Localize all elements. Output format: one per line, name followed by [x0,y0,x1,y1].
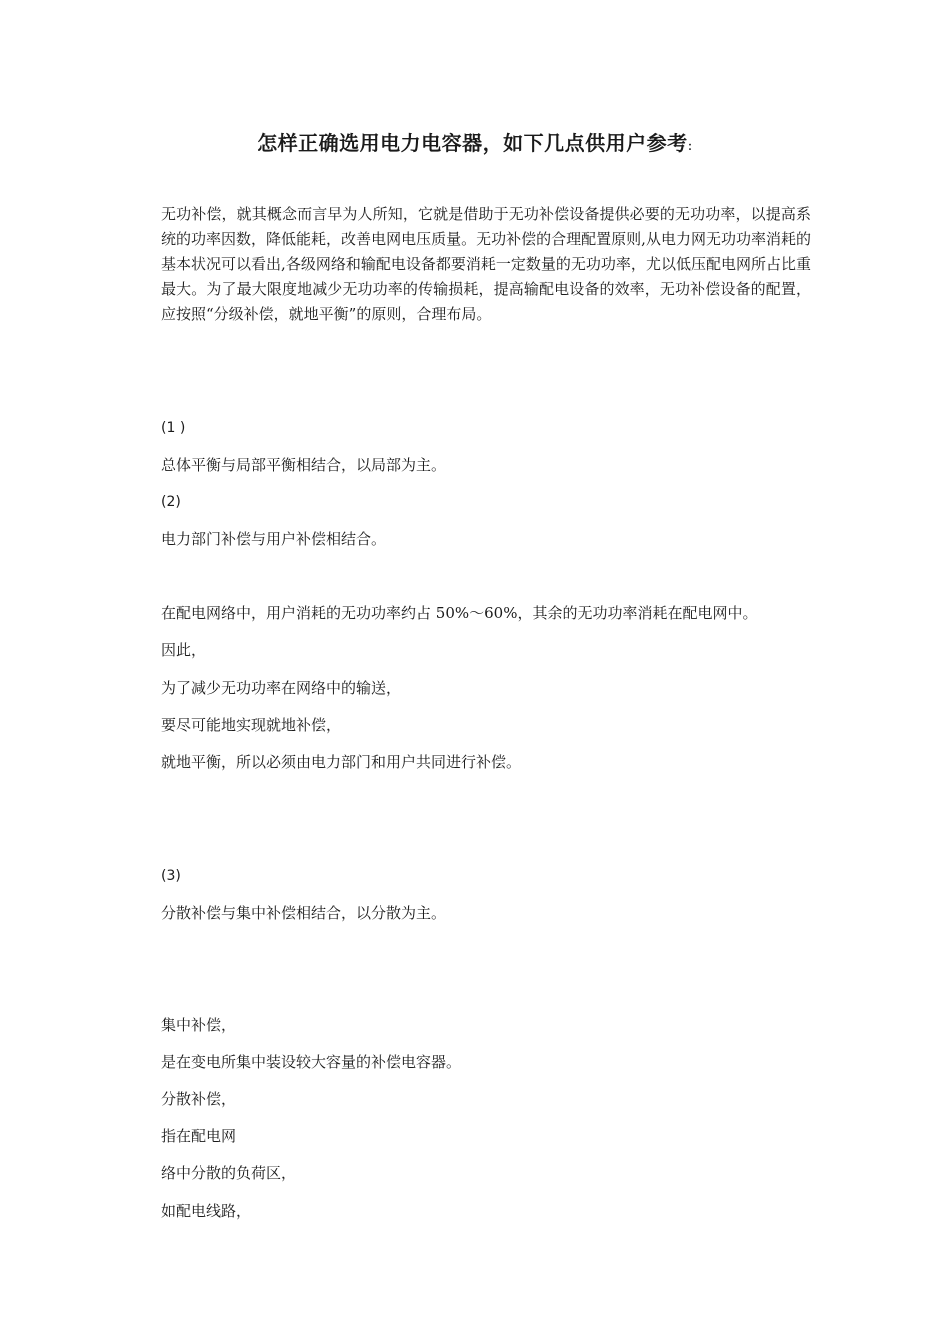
paragraph-line: 要尽可能地实现就地补偿， [161,716,342,734]
paragraph-line: 就地平衡，所以必须由电力部门和用户共同进行补偿。 [161,753,522,771]
intro-paragraph: 无功补偿，就其概念而言早为人所知，它就是借助于无功补偿设备提供必要的无功功率，以提高系统的功率因数，降低能耗，改善电网电压质量。无功补偿的合理配置原则,从电力网无功功率消耗的基本状况可以看出,各级网络和输配电设备都要消耗一定数量的无功功率，尤以低压配电网所占比重最大。为了最大限度地减少无功功率的传输损耗，提高输配电设备的效率，无功补偿设备的配置，应按照“分级补偿，就地平衡”的原则，合理布局。 [161,205,811,323]
page-title [0,127,950,156]
paragraph-line: 络中分散的负荷区， [161,1164,297,1182]
item-number-2: (2) [161,494,181,510]
paragraph-line: 为了减少无功功率在网络中的输送， [161,679,402,697]
item-number-1: (1 ) [161,420,186,436]
title-text: 怎样正确选用电力电容器，如下几点供用户参考 [257,131,688,155]
item-number-3: (3) [161,868,181,884]
paragraph-line: 是在变电所集中装设较大容量的补偿电容器。 [161,1053,462,1071]
item-text-1: 总体平衡与局部平衡相结合，以局部为主。 [161,456,447,474]
paragraph-line: 如配电线路， [161,1202,252,1220]
paragraph-line: 集中补偿， [161,1016,237,1034]
title-colon: : [687,138,693,154]
paragraph-line: 指在配电网 [161,1127,237,1145]
item-text-2: 电力部门补偿与用户补偿相结合。 [161,530,387,548]
paragraph-line: 因此， [161,641,207,659]
item-text-3: 分散补偿与集中补偿相结合，以分散为主。 [161,904,447,922]
paragraph-line: 分散补偿， [161,1090,237,1108]
paragraph-line: 在配电网络中，用户消耗的无功功率约占 50%～60%，其余的无功功率消耗在配电网中。 [161,604,758,622]
